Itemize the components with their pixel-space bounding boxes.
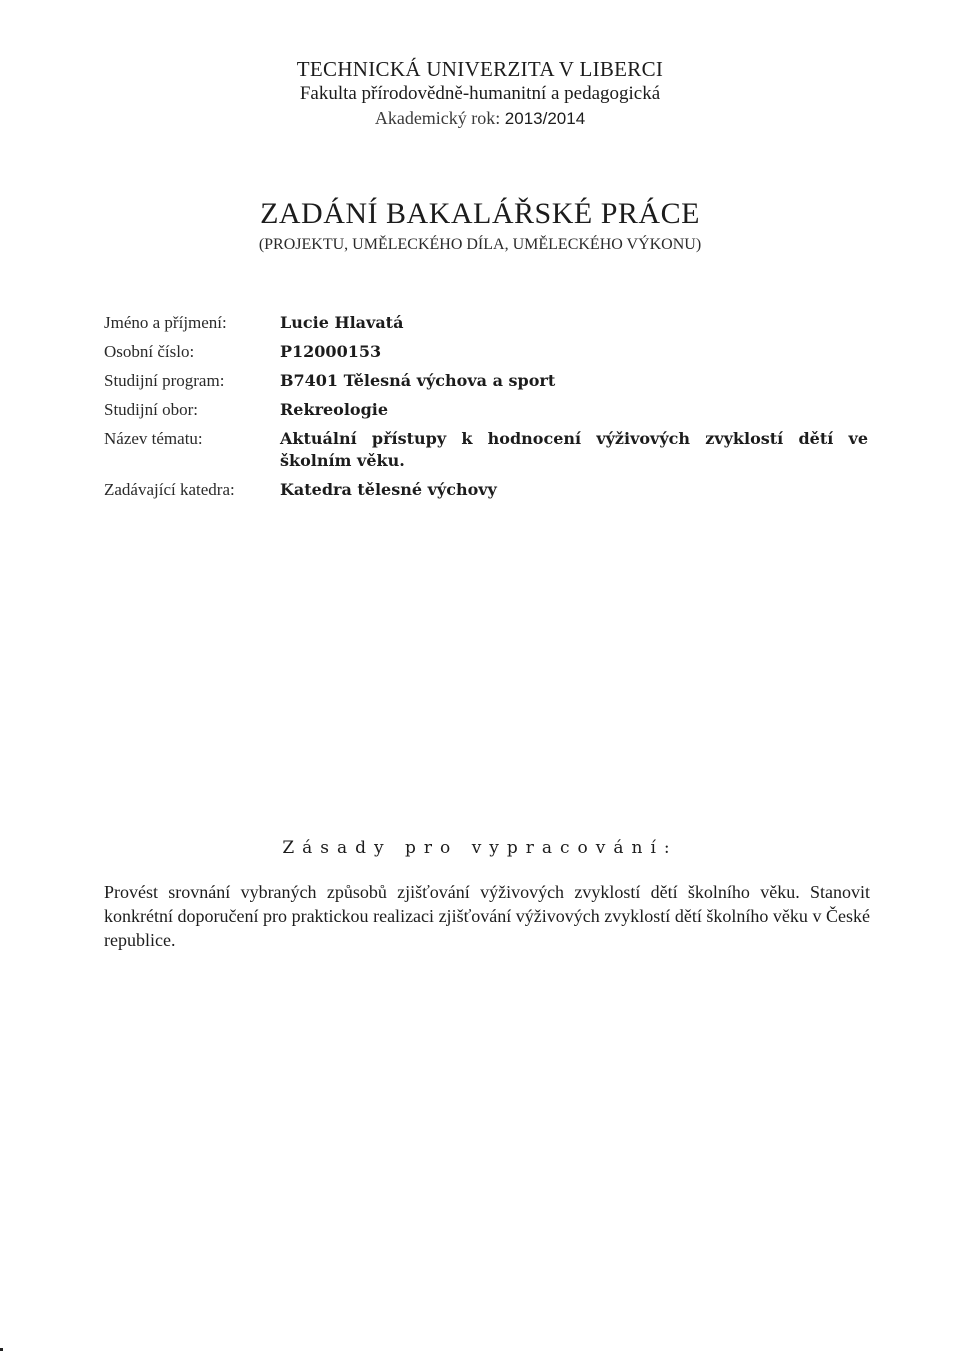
department-label: Zadávající katedra: <box>104 480 235 499</box>
personal-number-label: Osobní číslo: <box>104 342 195 361</box>
field-row-personal-number <box>104 337 884 366</box>
program-value: B7401 Tělesná výchova a sport <box>280 371 556 390</box>
personal-number-value: P12000153 <box>280 342 382 361</box>
field-row-field-of-study <box>104 395 884 424</box>
name-label: Jméno a příjmení: <box>104 313 227 332</box>
name-value: Lucie Hlavatá <box>280 313 404 332</box>
student-info <box>104 308 884 504</box>
title-block <box>0 194 960 256</box>
field-row-program <box>104 366 884 395</box>
topic-value: Aktuální přístupy k hodnocení výživových zvyklostí dětí ve školním věku. <box>280 429 868 470</box>
field-row-topic <box>104 424 884 475</box>
document-header <box>0 56 960 131</box>
field-of-study-value: Rekreologie <box>280 400 389 419</box>
faculty-name: Fakulta přírodovědně-humanitní a pedagogická <box>299 83 661 104</box>
program-label: Studijní program: <box>104 371 225 390</box>
academic-year-value: 2013/2014 <box>504 109 586 128</box>
academic-year-label: Akademický rok: <box>374 108 501 128</box>
principles-text: Provést srovnání vybraných způsobů zjišťování výživových zvyklostí dětí školního věku. Stanovit konkrétní doporučení pro praktickou realizaci zjišťování výživových zvyklostí dětí školního věku v České republice. <box>104 882 870 950</box>
field-row-name <box>104 308 884 337</box>
university-name: TECHNICKÁ UNIVERZITA V LIBERCI <box>296 57 664 81</box>
page-subtitle: (PROJEKTU, UMĚLECKÉHO DÍLA, UMĚLECKÉHO VÝKONU) <box>258 236 702 253</box>
field-row-department <box>104 475 884 504</box>
page-title: ZADÁNÍ BAKALÁŘSKÉ PRÁCE <box>260 197 700 230</box>
field-of-study-label: Studijní obor: <box>104 400 198 419</box>
topic-label: Název tématu: <box>104 429 203 448</box>
principles-heading: Zásady pro vypracování: <box>282 838 678 858</box>
scan-mark <box>0 1348 3 1351</box>
department-value: Katedra tělesné výchovy <box>280 480 497 499</box>
academic-year <box>0 106 960 131</box>
